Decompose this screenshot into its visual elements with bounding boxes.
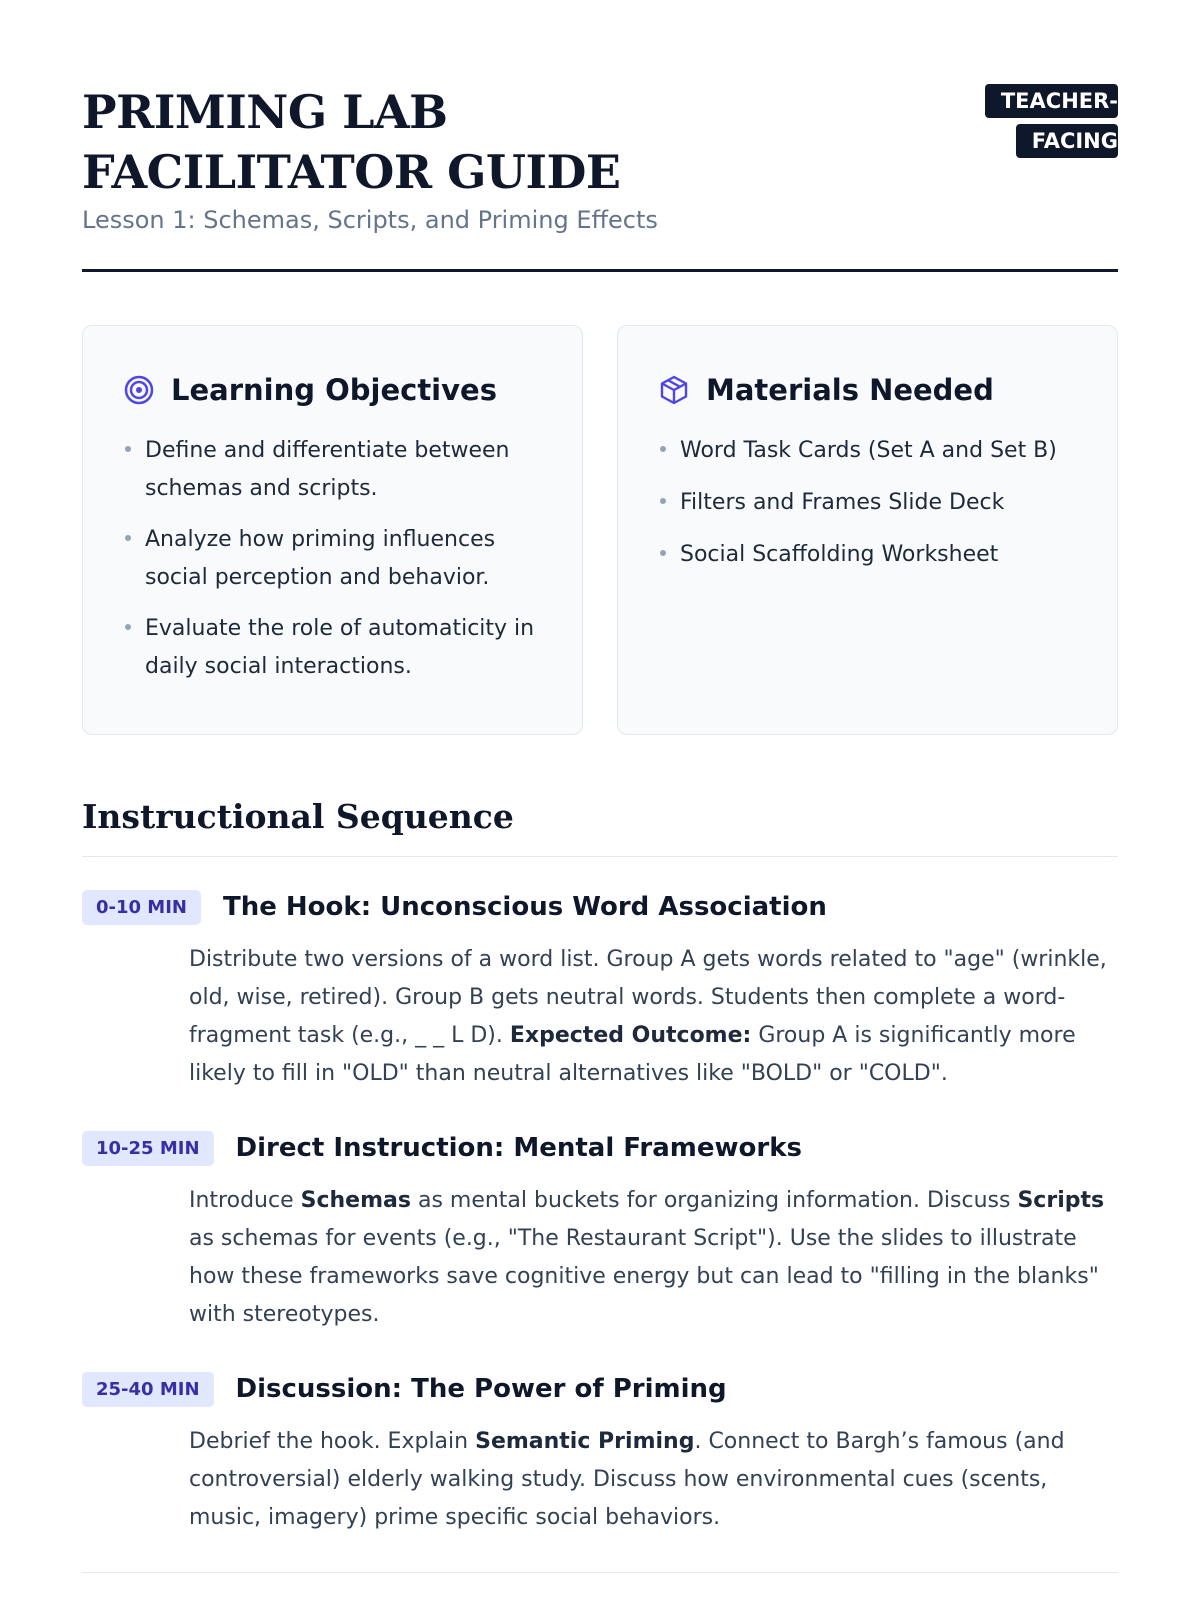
step-title: Discussion: The Power of Priming	[235, 1374, 727, 1404]
learning-objectives-title: Learning Objectives	[171, 373, 497, 407]
step-text: . Connect to Bargh’s famous (and controversial) elderly walking study. Discuss how environmental cues (scents, music, imagery) prime specific social behaviors.	[189, 1429, 1065, 1530]
page-header	[82, 0, 1118, 272]
step-emphasis: Schemas	[300, 1188, 411, 1213]
step-text: Distribute two versions of a word list. Group A gets words related to "age" (wrinkle, old, wise, retired). Group B gets neutral words. Students then complete a word-fragment task (e.g., _ _ L D).	[189, 947, 1107, 1048]
step-header	[82, 1128, 1118, 1168]
list-item: Evaluate the role of automaticity in daily social interactions.	[123, 610, 542, 686]
step-description	[189, 941, 1118, 1093]
overview-cards	[82, 325, 1118, 735]
step-title: Direct Instruction: Mental Frameworks	[235, 1133, 802, 1163]
step-emphasis: Scripts	[1017, 1188, 1105, 1213]
step-description	[189, 1182, 1118, 1334]
list-item: Social Scaffolding Worksheet	[658, 536, 1077, 574]
learning-objectives-header	[123, 370, 542, 410]
sequence-step-hook	[82, 887, 1118, 1093]
step-description	[189, 1423, 1118, 1537]
instructional-sequence-title: Instructional Sequence	[82, 797, 1118, 857]
audience-badge-label: TEACHER-FACING	[985, 84, 1118, 158]
objectives-list	[123, 432, 542, 686]
audience-badge	[973, 81, 1118, 161]
learning-objectives-card	[82, 325, 583, 735]
materials-list	[658, 432, 1077, 574]
step-text: Group A is significantly more likely to fill in "OLD" than neutral alternatives like "BOLD" or "COLD".	[189, 1023, 1076, 1086]
time-badge: 25-40 MIN	[82, 1372, 214, 1407]
list-item: Word Task Cards (Set A and Set B)	[658, 432, 1077, 470]
list-item: Analyze how priming influences social perception and behavior.	[123, 521, 542, 597]
page-subtitle: Lesson 1: Schemas, Scripts, and Priming Effects	[82, 206, 658, 234]
list-item: Filters and Frames Slide Deck	[658, 484, 1077, 522]
step-text: Introduce	[189, 1188, 301, 1213]
step-emphasis: Expected Outcome:	[509, 1023, 752, 1048]
list-item: Define and differentiate between schemas and scripts.	[123, 432, 542, 508]
step-header	[82, 887, 1118, 927]
materials-needed-header	[658, 370, 1077, 410]
step-text: as mental buckets for organizing information. Discuss	[410, 1188, 1018, 1213]
sequence-step-discussion	[82, 1369, 1118, 1537]
materials-needed-card	[617, 325, 1118, 735]
step-text: as schemas for events (e.g., "The Restaurant Script"). Use the slides to illustrate how these frameworks save cognitive energy but can lead to "filling in the blanks" with stereotypes.	[189, 1226, 1099, 1327]
sequence-step-direct-instruction	[82, 1128, 1118, 1334]
step-text: Debrief the hook. Explain	[189, 1429, 476, 1454]
time-badge: 10-25 MIN	[82, 1131, 214, 1166]
section-divider	[82, 1572, 1118, 1573]
materials-needed-title: Materials Needed	[706, 373, 994, 407]
step-header	[82, 1369, 1118, 1409]
step-title: The Hook: Unconscious Word Association	[222, 892, 827, 922]
cube-icon	[658, 374, 690, 406]
step-emphasis: Semantic Priming	[475, 1429, 695, 1454]
page-title: PRIMING LAB FACILITATOR GUIDE	[82, 85, 621, 199]
instructional-steps	[82, 887, 1118, 1537]
target-icon	[123, 374, 155, 406]
time-badge: 0-10 MIN	[82, 890, 201, 925]
